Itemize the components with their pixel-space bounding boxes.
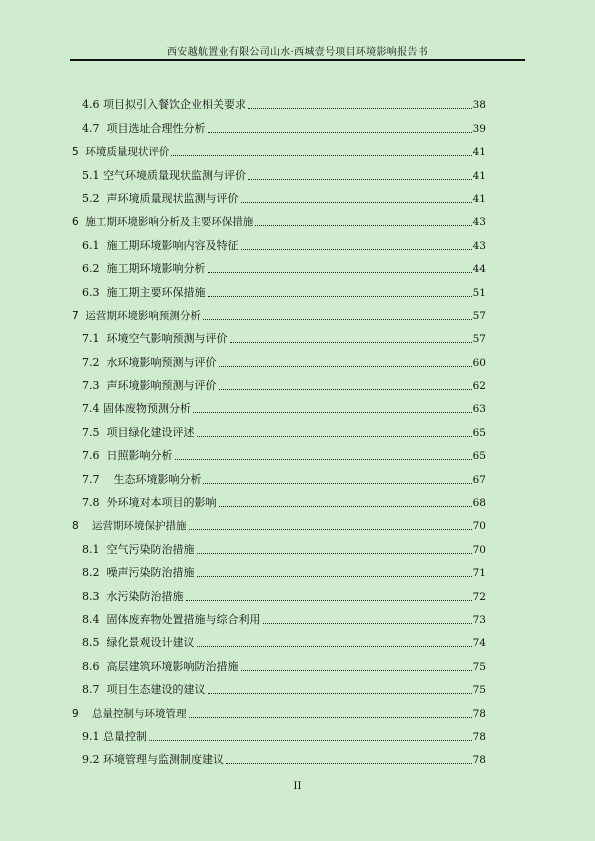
- toc-entry-page-number: 72: [472, 590, 486, 603]
- toc-entry-label: 6.1 施工期环境影响内容及特征: [82, 238, 239, 252]
- toc-leader-dots: [208, 693, 472, 694]
- toc-entry-page-number: 74: [472, 637, 486, 650]
- toc-entry[interactable]: [72, 90, 486, 113]
- toc-entry[interactable]: [72, 488, 486, 511]
- toc-entry-page-number: 75: [472, 684, 486, 697]
- toc-entry-label: 6.3 施工期主要环保措施: [82, 285, 206, 299]
- toc-entry-label: 7.3 声环境影响预测与评价: [82, 379, 217, 393]
- toc-entry-label: 8.4 固体废弃物处置措施与综合利用: [82, 612, 261, 626]
- toc-leader-dots: [203, 319, 472, 320]
- toc-entry-page-number: 67: [472, 473, 486, 486]
- toc-entry-page-number: 60: [472, 356, 486, 369]
- toc-entry[interactable]: [72, 137, 486, 160]
- toc-entry-label: 7.7 生态环境影响分析: [82, 472, 202, 486]
- toc-entry[interactable]: [72, 441, 486, 464]
- toc-entry-page-number: 65: [472, 426, 486, 439]
- toc-entry[interactable]: [72, 511, 486, 534]
- toc-entry-label: 8.1 空气污染防治措施: [82, 542, 195, 556]
- toc-entry[interactable]: [72, 113, 486, 136]
- toc-entry-label: 8.7 项目生态建设的建议: [82, 683, 206, 697]
- toc-entry-page-number: 70: [472, 543, 486, 556]
- toc-entry[interactable]: [72, 534, 486, 557]
- toc-entry-page-number: 44: [472, 263, 486, 276]
- toc-entry-page-number: 78: [472, 754, 486, 767]
- toc-entry-label: 7.1 环境空气影响预测与评价: [82, 332, 228, 346]
- toc-entry-page-number: 39: [472, 122, 486, 135]
- toc-entry-label: 8.6 高层建筑环境影响防治措施: [82, 659, 239, 673]
- toc-leader-dots: [171, 155, 471, 156]
- toc-entry[interactable]: [72, 184, 486, 207]
- toc-entry-label: 7.5 项目绿化建设评述: [82, 425, 195, 439]
- toc-entry[interactable]: [72, 371, 486, 394]
- toc-entry-label: 7.2 水环境影响预测与评价: [82, 355, 217, 369]
- toc-entry[interactable]: [72, 417, 486, 440]
- toc-entry-page-number: 41: [472, 146, 486, 159]
- toc-leader-dots: [208, 132, 472, 133]
- toc-entry[interactable]: [72, 301, 486, 324]
- toc-entry-page-number: 65: [472, 450, 486, 463]
- toc-leader-dots: [241, 202, 472, 203]
- toc-leader-dots: [189, 717, 472, 718]
- toc-entry[interactable]: [72, 464, 486, 487]
- toc-entry-page-number: 41: [472, 169, 486, 182]
- toc-leader-dots: [219, 506, 472, 507]
- toc-entry[interactable]: [72, 207, 486, 230]
- toc-entry-page-number: 71: [472, 567, 486, 580]
- toc-entry-label: 7.6 日照影响分析: [82, 449, 173, 463]
- toc-entry[interactable]: [72, 651, 486, 674]
- toc-entry-page-number: 41: [472, 192, 486, 205]
- toc-entry[interactable]: [72, 581, 486, 604]
- toc-entry-page-number: 43: [472, 239, 486, 252]
- toc-entry-label: 7.8 外环境对本项目的影响: [82, 496, 217, 510]
- toc-entry[interactable]: [72, 605, 486, 628]
- toc-leader-dots: [203, 483, 471, 484]
- toc-entry-label: 8.2 噪声污染防治措施: [82, 566, 195, 580]
- toc-entry-label: 5.1 空气环境质量现状监测与评价: [82, 168, 246, 182]
- toc-entry-page-number: 62: [472, 380, 486, 393]
- toc-entry[interactable]: [72, 558, 486, 581]
- toc-entry[interactable]: [72, 698, 486, 721]
- toc-entry-page-number: 63: [472, 403, 486, 416]
- toc-entry-page-number: 75: [472, 660, 486, 673]
- page-header-title: 西安越航置业有限公司山水·西城壹号项目环境影响报告书: [167, 47, 428, 58]
- toc-entry-page-number: 78: [472, 730, 486, 743]
- toc-entry[interactable]: [72, 254, 486, 277]
- toc-entry-label: 7.4 固体废物预测分析: [82, 402, 191, 416]
- toc-leader-dots: [248, 108, 472, 109]
- toc-entry-label: 4.6 项目拟引入餐饮企业相关要求: [82, 98, 246, 112]
- toc-leader-dots: [241, 670, 472, 671]
- toc-leader-dots: [248, 179, 472, 180]
- page-number: II: [293, 781, 302, 792]
- toc-leader-dots: [189, 529, 472, 530]
- toc-entry[interactable]: [72, 722, 486, 745]
- toc-leader-dots: [255, 225, 471, 226]
- toc-entry-page-number: 68: [472, 497, 486, 510]
- toc-leader-dots: [197, 646, 472, 647]
- header-divider: [70, 59, 525, 61]
- toc-entry[interactable]: [72, 277, 486, 300]
- toc-leader-dots: [193, 412, 472, 413]
- toc-entry-page-number: 78: [472, 707, 486, 720]
- toc-leader-dots: [226, 763, 472, 764]
- toc-entry[interactable]: [72, 230, 486, 253]
- toc-leader-dots: [241, 249, 472, 250]
- toc-entry[interactable]: [72, 394, 486, 417]
- toc-entry[interactable]: [72, 160, 486, 183]
- toc-entry[interactable]: [72, 675, 486, 698]
- toc-entry-label: 8.3 水污染防治措施: [82, 589, 184, 603]
- toc-leader-dots: [197, 553, 472, 554]
- toc-entry-label: 4.7 项目选址合理性分析: [82, 121, 206, 135]
- toc-entry-label: 5 环境质量现状评价: [72, 146, 170, 159]
- toc-leader-dots: [149, 740, 472, 741]
- toc-leader-dots: [208, 296, 472, 297]
- toc-entry-label: 8 运营期环境保护措施: [72, 520, 187, 533]
- toc-entry-label: 9.1 总量控制: [82, 729, 147, 743]
- toc-leader-dots: [197, 576, 472, 577]
- toc-entry-page-number: 43: [472, 216, 486, 229]
- toc-entry[interactable]: [72, 628, 486, 651]
- toc-entry[interactable]: [72, 324, 486, 347]
- toc-leader-dots: [219, 389, 472, 390]
- toc-leader-dots: [186, 600, 472, 601]
- toc-entry-page-number: 57: [472, 333, 486, 346]
- toc-leader-dots: [263, 623, 472, 624]
- toc-entry-label: 6.2 施工期环境影响分析: [82, 262, 206, 276]
- table-of-contents: [72, 90, 486, 768]
- toc-entry-label: 9.2 环境管理与监测制度建议: [82, 753, 224, 767]
- toc-leader-dots: [219, 366, 472, 367]
- toc-leader-dots: [208, 272, 472, 273]
- toc-entry-page-number: 51: [472, 286, 486, 299]
- toc-leader-dots: [230, 342, 472, 343]
- toc-entry-page-number: 57: [472, 309, 486, 322]
- toc-entry-label: 8.5 绿化景观设计建议: [82, 636, 195, 650]
- toc-entry-page-number: 38: [472, 99, 486, 112]
- toc-entry[interactable]: [72, 347, 486, 370]
- toc-leader-dots: [197, 436, 472, 437]
- toc-leader-dots: [175, 459, 472, 460]
- toc-entry-label: 9 总量控制与环境管理: [72, 707, 187, 720]
- toc-entry-label: 6 施工期环境影响分析及主要环保措施: [72, 216, 254, 229]
- toc-entry[interactable]: [72, 745, 486, 768]
- toc-entry-page-number: 73: [472, 613, 486, 626]
- toc-entry-page-number: 70: [472, 520, 486, 533]
- toc-entry-label: 5.2 声环境质量现状监测与评价: [82, 191, 239, 205]
- toc-entry-label: 7 运营期环境影响预测分析: [72, 309, 201, 322]
